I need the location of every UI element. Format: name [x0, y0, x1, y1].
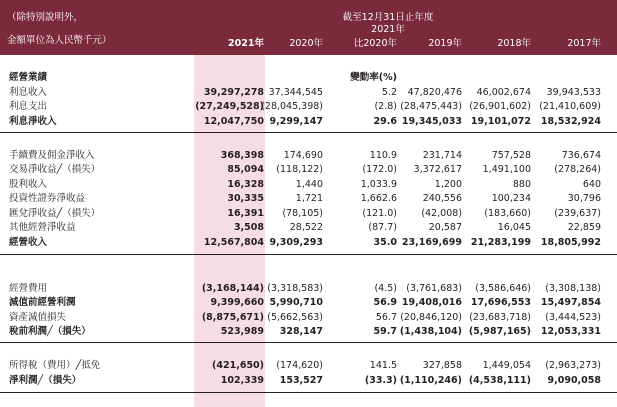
table-row	[0, 116, 617, 128]
cell-col-2020: 153,527	[279, 375, 323, 386]
table-row	[0, 150, 617, 162]
cell-col-2021: 16,328	[227, 179, 264, 190]
cell-col-2017: 9,090,058	[547, 375, 601, 386]
cell-col-2021: 39,297,278	[203, 87, 264, 98]
row-label: 投資性證券淨收益	[9, 193, 86, 204]
header-col-2020: 2020年	[289, 38, 323, 49]
row-label: 稅前利潤╱（損失）	[9, 326, 91, 337]
cell-col-2017: (2,963,273)	[545, 360, 601, 371]
cell-col-2021: 523,989	[220, 326, 264, 337]
cell-col-2017: 39,943,533	[546, 87, 601, 98]
cell-col-2018: 46,002,674	[476, 87, 531, 98]
cell-col-2017: 12,053,331	[540, 326, 601, 337]
cell-col-change-vs-2020: (87.7)	[368, 222, 397, 233]
cell-col-2020: 37,344,545	[268, 87, 323, 98]
cell-col-2019: 3,372,617	[413, 164, 462, 175]
cell-col-2017: (21,410,609)	[539, 101, 601, 112]
cell-col-2020: 5,990,710	[269, 297, 323, 308]
cell-col-2018: 100,234	[491, 193, 531, 204]
cell-col-2019: 20,587	[428, 222, 462, 233]
row-label: 交易淨收益╱（損失）	[9, 164, 101, 175]
cell-col-2018: 1,449,054	[482, 360, 531, 371]
cell-col-2021: 30,335	[227, 193, 264, 204]
cell-col-2017: 640	[582, 179, 601, 190]
cell-col-2017: (3,444,523)	[545, 312, 601, 323]
row-label: 匯兌淨收益╱（損失）	[9, 208, 101, 219]
cell-col-change-vs-2020: 56.7	[375, 312, 397, 323]
cell-col-2021: (3,168,144)	[201, 283, 264, 294]
cell-col-2018: 21,283,199	[470, 237, 531, 248]
row-label: 淨利潤╱（損失）	[9, 375, 82, 386]
cell-col-change-vs-2020: (2.8)	[374, 101, 397, 112]
row-label: 減值前經營利潤	[9, 297, 76, 308]
header-col-2018: 2018年	[497, 38, 531, 49]
cell-col-2018: 16,045	[497, 222, 531, 233]
row-label: 利息淨收入	[9, 116, 57, 127]
cell-col-2017: (3,308,138)	[545, 283, 601, 294]
table-row	[0, 375, 617, 387]
header-change-year: 2021年	[371, 24, 405, 35]
row-label: 經營業績	[9, 72, 48, 83]
cell-col-2021: 3,508	[233, 222, 264, 233]
cell-col-2019: 47,820,476	[407, 87, 462, 98]
cell-col-2021: (27,249,528)	[195, 101, 264, 112]
header-col-change-vs-2020: 比2020年	[353, 38, 397, 49]
cell-col-2018: 1,491,100	[482, 164, 531, 175]
cell-col-2020: 1,721	[295, 193, 323, 204]
cell-col-change-vs-2020: (121.0)	[362, 208, 397, 219]
cell-col-2020: 9,309,293	[269, 237, 323, 248]
cell-col-change-vs-2020: 35.0	[373, 237, 397, 248]
cell-col-change-vs-2020: 56.9	[373, 297, 397, 308]
cell-col-2021: (421,650)	[212, 360, 264, 371]
table-row	[0, 326, 617, 338]
cell-col-2021: 12,047,750	[203, 116, 264, 127]
table-row	[0, 193, 617, 205]
cell-col-2017: 736,674	[561, 150, 601, 161]
section-divider	[0, 132, 617, 133]
row-label: 股利收入	[9, 179, 48, 190]
cell-col-2020: (5,662,563)	[267, 312, 323, 323]
cell-col-change-vs-2020: 5.2	[381, 87, 397, 98]
table-row	[0, 179, 617, 191]
cell-col-change-vs-2020: 29.6	[373, 116, 397, 127]
row-label: 資產減值損失	[9, 312, 67, 323]
section-divider	[0, 342, 617, 343]
cell-col-2019: (28,475,443)	[400, 101, 462, 112]
cell-col-2020: (3,318,583)	[267, 283, 323, 294]
section-divider	[0, 392, 617, 393]
cell-col-2019: (20,846,120)	[400, 312, 462, 323]
cell-col-2021: 9,399,660	[210, 297, 264, 308]
cell-col-2018: 17,696,553	[470, 297, 531, 308]
header-col-2019: 2019年	[428, 38, 462, 49]
table-row	[0, 101, 617, 113]
cell-col-2018: 880	[512, 179, 531, 190]
cell-col-2018: (5,987,165)	[468, 326, 531, 337]
cell-col-2019: (3,761,683)	[406, 283, 462, 294]
cell-col-2017: (239,637)	[554, 208, 601, 219]
cell-col-2017: 18,805,992	[540, 237, 601, 248]
cell-col-2018: 757,528	[491, 150, 531, 161]
cell-col-2020: (78,105)	[282, 208, 323, 219]
cell-col-2018: (26,901,602)	[469, 101, 531, 112]
cell-col-change-vs-2020: (33.3)	[364, 375, 397, 386]
table-row	[0, 312, 617, 324]
header-col-2021: 2021年	[228, 38, 264, 49]
cell-col-2020: (118,122)	[276, 164, 323, 175]
cell-col-2019: (42,008)	[421, 208, 462, 219]
cell-col-2020: 1,440	[295, 179, 323, 190]
cell-col-2017: 18,532,924	[540, 116, 601, 127]
table-row	[0, 283, 617, 295]
cell-col-2020: 9,299,147	[269, 116, 323, 127]
cell-col-2017: 30,796	[567, 193, 601, 204]
cell-col-2020: 174,690	[283, 150, 323, 161]
header-col-2017: 2017年	[567, 38, 601, 49]
cell-col-change-vs-2020: 變動率(%)	[350, 72, 397, 83]
cell-col-2019: (1,110,246)	[399, 375, 462, 386]
cell-col-change-vs-2020: 110.9	[369, 150, 397, 161]
cell-col-2019: 1,200	[434, 179, 462, 190]
row-label: 利息支出	[9, 101, 48, 112]
header-period-title: 截至12月31日止年度	[342, 12, 434, 23]
cell-col-2018: (3,586,646)	[475, 283, 531, 294]
cell-col-2021: (8,875,671)	[201, 312, 264, 323]
cell-col-2017: 22,859	[567, 222, 601, 233]
cell-col-2018: 19,101,072	[470, 116, 531, 127]
cell-col-change-vs-2020: (172.0)	[362, 164, 397, 175]
table-row	[0, 72, 617, 84]
cell-col-2019: (1,438,104)	[399, 326, 462, 337]
cell-col-2018: (183,660)	[484, 208, 531, 219]
row-label: 其他經營淨收益	[9, 222, 76, 233]
table-row	[0, 87, 617, 99]
cell-col-2021: 102,339	[220, 375, 264, 386]
cell-col-2021: 85,094	[227, 164, 264, 175]
table-row	[0, 237, 617, 249]
cell-col-2020: (174,620)	[276, 360, 323, 371]
cell-col-2017: 15,497,854	[540, 297, 601, 308]
row-label: 利息收入	[9, 87, 48, 98]
cell-col-change-vs-2020: 141.5	[369, 360, 397, 371]
header-note-line2: 金額單位為人民幣千元）	[7, 35, 112, 46]
cell-col-change-vs-2020: 1,662.6	[360, 193, 397, 204]
cell-col-2020: (28,045,398)	[261, 101, 323, 112]
cell-col-2017: (278,264)	[554, 164, 601, 175]
table-row	[0, 222, 617, 234]
row-label: 經營費用	[9, 283, 48, 294]
row-label: 所得稅（費用）╱抵免	[9, 360, 101, 371]
cell-col-2018: (23,683,718)	[469, 312, 531, 323]
cell-col-2019: 231,714	[422, 150, 462, 161]
cell-col-change-vs-2020: 1,033.9	[360, 179, 397, 190]
cell-col-2019: 19,345,033	[401, 116, 462, 127]
cell-col-2019: 327,858	[422, 360, 462, 371]
cell-col-2019: 240,556	[422, 193, 462, 204]
row-label: 經營收入	[9, 237, 48, 248]
cell-col-2019: 19,408,016	[401, 297, 462, 308]
cell-col-2020: 328,147	[279, 326, 323, 337]
section-divider	[0, 254, 617, 255]
row-label: 手續費及佣金淨收入	[9, 150, 95, 161]
cell-col-2019: 23,169,699	[401, 237, 462, 248]
header-note-line1: （除特別說明外，	[7, 12, 84, 23]
table-row	[0, 297, 617, 309]
table-header	[0, 0, 617, 55]
cell-col-2020: 28,522	[289, 222, 323, 233]
cell-col-2021: 12,567,804	[203, 237, 264, 248]
table-row	[0, 360, 617, 372]
cell-col-2018: (4,538,111)	[468, 375, 531, 386]
cell-col-2021: 16,391	[227, 208, 264, 219]
table-row	[0, 164, 617, 176]
cell-col-2021: 368,398	[220, 150, 264, 161]
cell-col-change-vs-2020: (4.5)	[374, 283, 397, 294]
table-row	[0, 208, 617, 220]
cell-col-change-vs-2020: 59.7	[373, 326, 397, 337]
